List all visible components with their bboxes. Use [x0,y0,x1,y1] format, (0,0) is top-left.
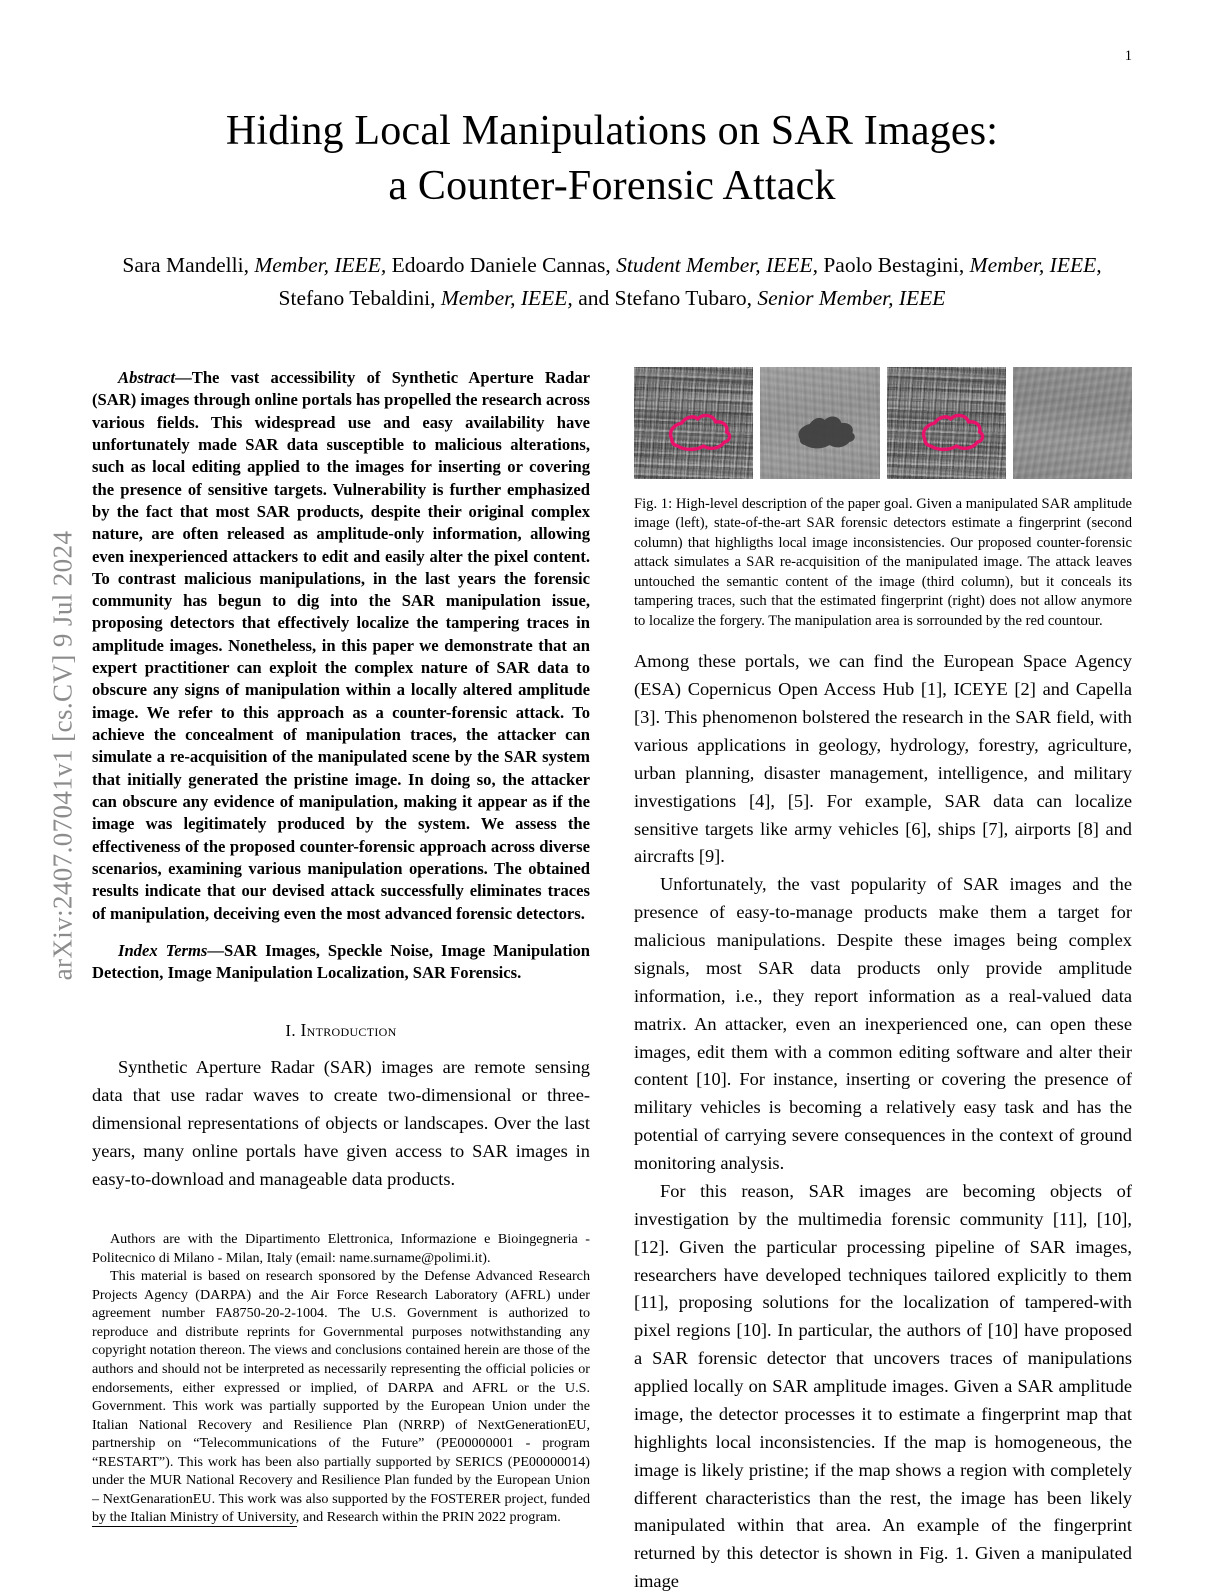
author-grade-3: Member, IEEE, [969,253,1102,278]
footnote-affiliation: Authors are with the Dipartimento Elettronica, Informazione e Bioingegneria - Politecnico di Milano - Milan, Italy (email: name.surname@polimi.it). [92,1231,590,1266]
left-column [92,367,590,1527]
arxiv-stamp: arXiv:2407.07041v1 [cs.CV] 9 Jul 2024 [47,530,78,981]
figure-1 [634,367,1132,631]
section-number: I. [285,1021,296,1041]
footnote-funding: This material is based on research sponsored by the Defense Advanced Research Projects Agency (DARPA) and the Air Force Research Laboratory (AFRL) under agreement number FA8750-20-2-1004. The U.S. Government is authorized to reproduce and distribute reprints for Governmental purposes notwithstanding any copyright notation thereon. The views and conclusions contained herein are those of the authors and should not be interpreted as necessarily representing the official policies or endorsements, either expressed or implied, of DARPA and AFRL or the U.S. Government. This work was partially supported by the European Union under the Italian National Recovery and Resilience Plan (NRRP) of NextGenerationEU, partnership on “Telecommunications of the Future” (PE00000001 - program “RESTART”). This work has been also partially supported by SERICS (PE00000014) under the MUR National Recovery and Resilience Plan funded by the European Union – NextGenarationEU. This work was also supported by the FOSTERER project, funded by the Italian Ministry of University, and Research within the PRIN 2022 program. [92,1268,590,1526]
red-contour-overlay [887,367,1006,479]
abstract [92,367,590,925]
page-title [92,104,1132,213]
author-grade-2: Student Member, IEEE, [616,253,818,278]
footnote-block [92,1204,590,1527]
section-heading-introduction [92,1020,590,1041]
body-columns [92,367,1132,1592]
intro-paragraph-1: Synthetic Aperture Radar (SAR) images are remote sensing data that use radar waves to create two-dimensional or three-dimensional representations of objects or landscapes. Over the last years, many online portals have given access to SAR images in easy-to-download and manageable data products. [92,1057,590,1189]
index-terms [92,940,590,985]
title-block [92,104,1132,315]
fingerprint-blob [760,367,879,479]
figure-panel-estimated-fingerprint-manipulated [760,367,879,479]
author-list [92,249,1132,314]
author-grade-5: Senior Member, IEEE [757,285,946,310]
author-name-5: and Stefano Tubaro, [572,285,758,310]
title-line-2: a Counter-Forensic Attack [388,162,836,209]
fingerprint-texture [1013,367,1132,479]
right-column [634,367,1132,1592]
right-paragraph-3: For this reason, SAR images are becoming objects of investigation by the multimedia forensic community [11], [10], [12]. Given the particular processing pipeline of SAR images, researchers have developed techniques tailored explicitly to them [11], proposing solutions for the localization of tampered-with pixel regions [10]. In particular, the authors of [10] have proposed a SAR forensic detector that uncovers traces of manipulations applied locally on SAR amplitude images. Given a SAR amplitude image, the detector processes it to estimate a fingerprint map that highlights local inconsistencies. If the map is homogeneous, the image is likely pristine; if the map shows a region with completely different characteristics than the rest, the image has been likely manipulated within that area. An example of the fingerprint returned by this detector is shown in Fig. 1. Given a manipulated image [634,1180,1132,1592]
figure-panel-row [634,367,1132,479]
red-contour-overlay [634,367,753,479]
page-number: 1 [1124,48,1132,64]
author-line-1 [92,249,1132,282]
figure-label: Fig. 1: [634,496,673,512]
author-name-2: Edoardo Daniele Cannas, [386,253,617,278]
figure-panel-estimated-fingerprint-attacked [1013,367,1132,479]
right-paragraph-2: Unfortunately, the vast popularity of SAR images and the presence of easy-to-manage products make them a target for malicious manipulations. Despite these images being complex signals, most SAR data products only provide amplitude information, i.e., they report information as a real-valued data matrix. An attacker, even an inexperienced one, can open these images, edit them with a common editing software and alter their content [10]. For instance, inserting or covering the presence of military vehicles is becoming a relatively easy task and has the potential of carrying severe consequences in the context of ground monitoring analysis. [634,874,1132,1174]
author-name-4: Stefano Tebaldini, [278,285,441,310]
author-line-2 [92,282,1132,315]
author-grade-1: Member, IEEE, [254,253,387,278]
figure-panel-attacked-sar-amplitude-image [887,367,1006,479]
right-paragraph-1: Among these portals, we can find the European Space Agency (ESA) Copernicus Open Access Hub [1], ICEYE [2] and Capella [3]. This phenomenon bolstered the research in the SAR field, with various applications in geology, hydrology, forestry, agriculture, urban planning, disaster management, intelligence, and military investigations [4], [5]. For example, SAR data can localize sensitive targets like army vehicles [6], ships [7], airports [8] and aircrafts [9]. [634,651,1132,867]
index-terms-lead: Index Terms [118,940,208,960]
footnote-rule [92,1526,297,1527]
abstract-lead: Abstract [118,368,176,387]
index-terms-text: —SAR Images, Speckle Noise, Image Manipulation Detection, Image Manipulation Localization, SAR Forensics. [92,940,591,983]
abstract-text: —The vast accessibility of Synthetic Aperture Radar (SAR) images through online portals has propelled the research across various fields. This widespread use and easy availability have unfortunately made SAR data susceptible to malicious alterations, such as local editing applied to the images for inserting or covering the presence of sensitive targets. Vulnerability is further emphasized by the fact that most SAR products, despite their original complex nature, are often released as amplitude-only information, allowing even inexperienced attackers to edit and easily alter the pixel content. To contrast malicious manipulations, in the last years the forensic community has begun to dig into the SAR manipulation issue, proposing detectors that effectively localize the tampering traces in amplitude images. Nonetheless, in this paper we demonstrate that an expert practitioner can exploit the complex nature of SAR data to obscure any signs of manipulation within a locally altered amplitude image. We refer to this approach as a counter-forensic attack. To achieve the concealment of manipulation traces, the attacker can simulate a re-acquisition of the manipulated scene by the SAR system that initially generated the pristine image. In doing so, the attacker can obscure any evidence of manipulation, making it appear as if the image was legitimately produced by the system. We assess the effectiveness of the proposed counter-forensic approach across diverse scenarios, examining various manipulation operations. The obtained results indicate that our devised attack successfully eliminates traces of manipulation, deceiving even the most advanced forensic detectors. [92,368,590,923]
figure-panel-manipulated-sar-amplitude-image [634,367,753,479]
section-title: Introduction [300,1020,397,1041]
author-name-3: Paolo Bestagini, [817,253,970,278]
title-line-1: Hiding Local Manipulations on SAR Images: [225,108,999,154]
figure-caption [634,495,1132,631]
author-grade-4: Member, IEEE, [440,285,573,310]
author-name-1: Sara Mandelli, [122,253,255,278]
figure-caption-text: High-level description of the paper goal. Given a manipulated SAR amplitude image (left), state-of-the-art SAR forensic detectors estimate a fingerprint (second column) that highligths local image inconsistencies. Our proposed counter-forensic attack simulates a SAR re-acquisition of the manipulated image. The attack leaves untouched the semantic content of the image (third column), but it conceals its tampering traces, such that the estimated fingerprint (right) does not allow anymore to localize the forgery. The manipulation area is sorrounded by the red countour. [634,496,1132,629]
